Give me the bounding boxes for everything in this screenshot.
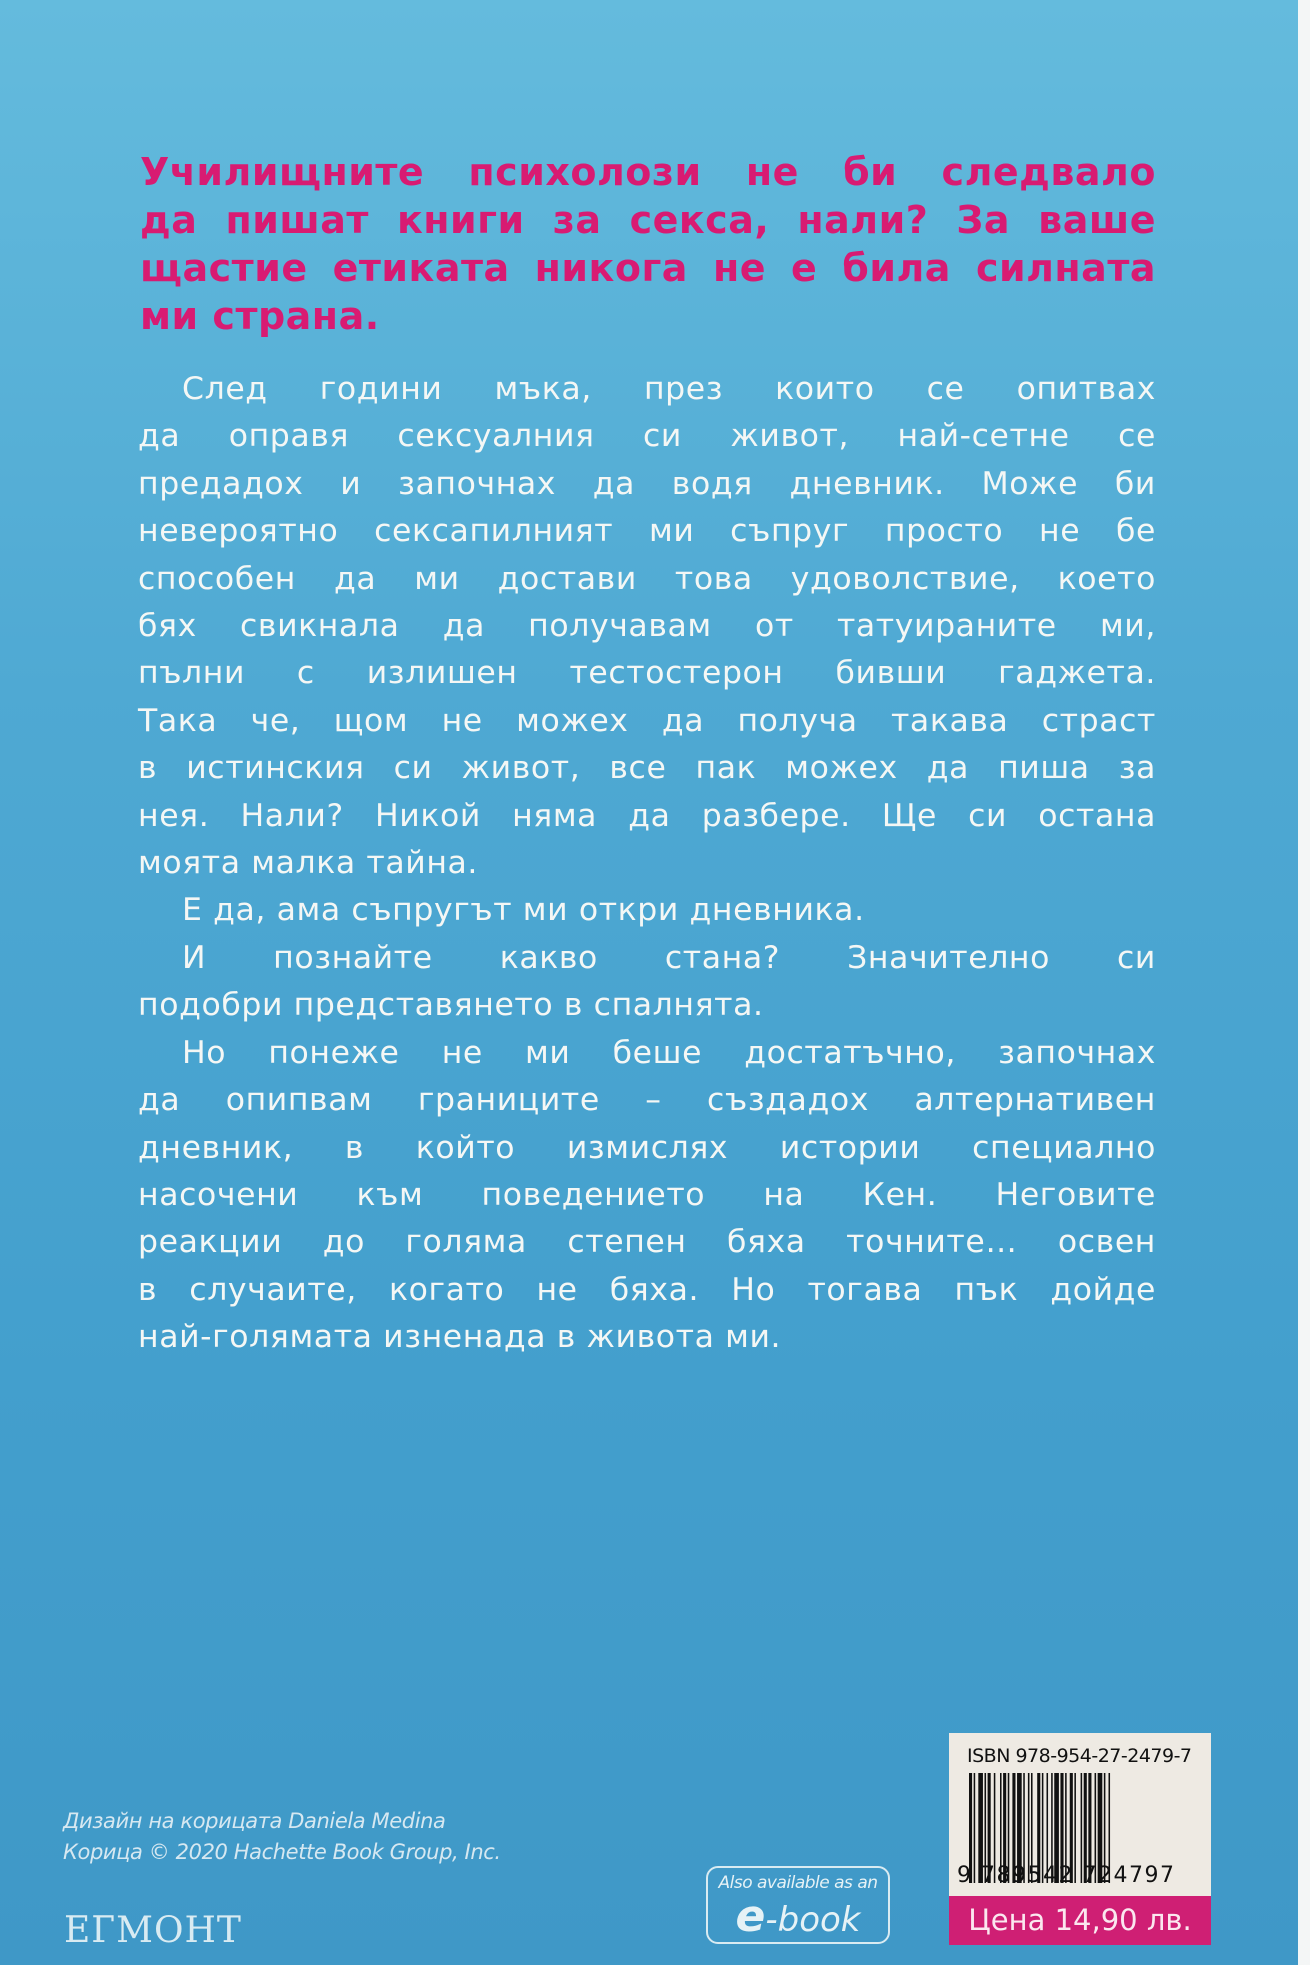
price-tag: Цена 14,90 лв. — [949, 1896, 1211, 1945]
body-line: моята малка тайна. — [138, 845, 479, 882]
body-line: да опипвам границите – създадох алтернативен — [138, 1082, 1156, 1119]
body-line: реакции до голяма степен бяха точните… освен — [138, 1224, 1156, 1261]
blurb-body — [138, 366, 1156, 1362]
body-line: най-голямата изненада в живота ми. — [138, 1319, 782, 1356]
lead-line: Училищните психолози не би следвало — [140, 150, 1156, 194]
ebook-word: -book — [765, 1900, 861, 1940]
publisher-logo: ЕГМОНТ — [64, 1910, 242, 1951]
ebook-caption: Also available as an — [718, 1873, 878, 1893]
body-line: нея. Нали? Никой няма да разбере. Ще си остана — [138, 797, 1156, 834]
ebook-label — [708, 1891, 888, 1942]
body-line: невероятно сексапилният ми съпруг просто не бе — [138, 513, 1156, 550]
barcode-digits: 9 789542 724797 — [957, 1863, 1176, 1888]
barcode-label — [949, 1733, 1211, 1945]
body-line: способен да ми достави това удоволствие, което — [138, 560, 1156, 597]
ebook-badge — [706, 1866, 890, 1944]
cover-credits — [63, 1806, 501, 1868]
body-line: Е да, ама съпругът ми откри дневника. — [182, 892, 865, 929]
copyright-credit: Корица © 2020 Hachette Book Group, Inc. — [63, 1840, 501, 1864]
body-line: дневник, в който измислях истории специално — [138, 1129, 1156, 1166]
body-line: Така че, щом не можех да получа такава страст — [138, 702, 1156, 739]
body-line: да оправя сексуалния си живот, най-сетне се — [138, 418, 1156, 455]
ebook-e-icon: e — [735, 1891, 766, 1942]
body-line: След години мъка, през които се опитвах — [182, 371, 1156, 407]
design-credit: Дизайн на корицата Daniela Medina — [63, 1809, 446, 1833]
body-line: насочени към поведението на Кен. Неговите — [138, 1176, 1156, 1213]
isbn-text: ISBN 978-954-27-2479-7 — [967, 1745, 1192, 1767]
body-line: И познайте какво стана? Значително си — [182, 939, 1156, 976]
lead-line: щастие етиката никога не е била силната — [140, 246, 1156, 290]
body-line: пълни с излишен тестостерон бивши гаджета. — [138, 655, 1156, 692]
lead-line: да пишат книги за секса, нали? За ваше — [140, 198, 1156, 242]
body-line: предадох и започнах да водя дневник. Може би — [138, 465, 1156, 502]
lead-blurb — [140, 148, 1156, 340]
body-line: подобри представянето в спалнята. — [138, 987, 764, 1024]
body-line: Но понеже не ми беше достатъчно, започнах — [182, 1034, 1156, 1071]
body-line: в случаите, когато не бяха. Но тогава пък дойде — [138, 1271, 1156, 1308]
lead-line: ми страна. — [140, 294, 380, 338]
body-line: бях свикнала да получавам от татуираните ми, — [138, 608, 1156, 645]
body-line: в истинския си живот, все пак можех да пиша за — [138, 750, 1156, 787]
